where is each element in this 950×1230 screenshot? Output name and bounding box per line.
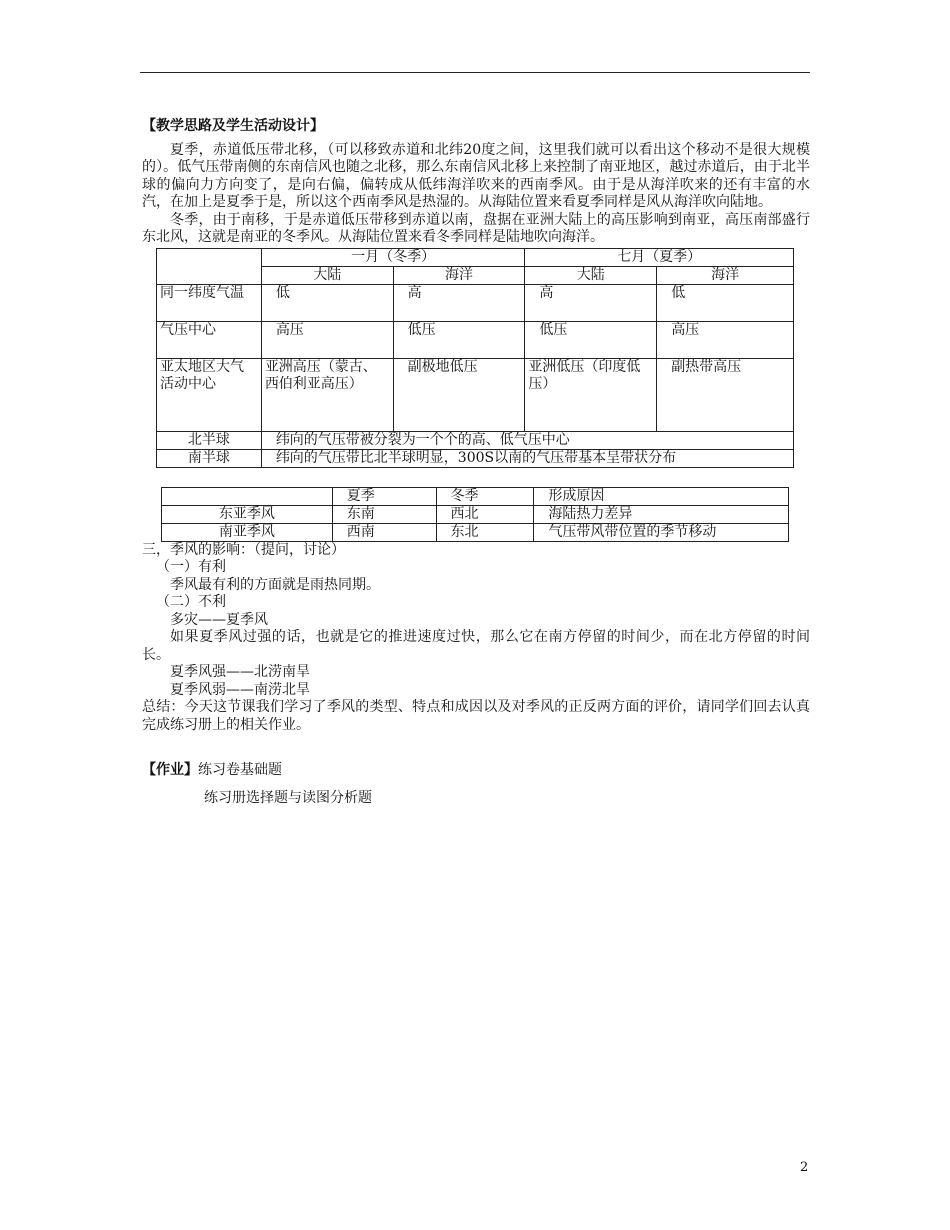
explain-paragraph: 如果夏季风过强的话，也就是它的推进速度过快，那么它在南方停留的时间少，而在北方停留的时间长。 [142,629,810,663]
monsoon-cell: 西北 [436,505,534,523]
row-label: 同一纬度气温 [157,284,262,321]
page-number: 2 [800,1160,809,1175]
document-body [142,118,810,807]
summary-paragraph: 总结：今天这节课我们学习了季风的类型、特点和成因以及对季风的正反两方面的评价，请同学们回去认真完成练习册上的相关作业。 [142,699,810,733]
table-cell: 高 [393,284,525,321]
negative-heading: （二）不利 [156,594,226,610]
sub-header-jan-land: 大陆 [261,266,393,284]
row-label: 亚太地区大气活动中心 [157,358,262,431]
header-rule [140,72,810,73]
monsoon-cell: 气压带风带位置的季节移动 [534,523,789,541]
section-heading: 【教学思路及学生活动设计】 [142,118,324,134]
table-cell: 亚洲高压（蒙古、西伯利亚高压） [261,358,393,431]
monsoon-cell: 海陆热力差异 [534,505,789,523]
monsoon-cell: 东南 [332,505,436,523]
homework-label: 【作业】 [142,762,198,778]
monsoon-cell: 西南 [332,523,436,541]
monsoon-header-winter: 冬季 [436,487,534,505]
monsoon-table [161,487,789,542]
south-hemisphere-text: 纬向的气压带比北半球明显，300S以南的气压带基本呈带状分布 [261,449,793,467]
north-hemisphere-text: 纬向的气压带被分裂为一个个的高、低气压中心 [261,431,793,449]
homework-item-1: 练习卷基础题 [198,762,282,778]
homework-line [142,762,810,780]
table-cell: 高压 [261,321,393,358]
homework-item-2: 练习册选择题与读图分析题 [204,789,372,806]
positive-text: 季风最有利的方面就是雨热同期。 [170,576,380,593]
positive-heading: （一）有利 [156,559,226,575]
table-cell: 低压 [393,321,525,358]
july-header: 七月（夏季） [525,248,794,266]
strong-monsoon-line: 夏季风强——北涝南旱 [170,664,310,680]
summer-paragraph: 夏季，赤道低压带北移，（可以移致赤道和北纬20度之间，这里我们就可以看出这个移动不是很大规模的）。低气压带南侧的东南信风也随之北移，那么东南信风北移上来控制了南亚地区，越过赤道后，由于北半球的偏向力方向变了，是向右偏，偏转成从低纬海洋吹来的西南季风。由于是从海洋吹来的还有丰富的水汽，在加上是夏季于是，所以这个西南季风是热湿的。从海陆位置来看夏季同样是风从海洋吹向陆地。 [142,141,810,210]
row-label: 气压中心 [157,321,262,358]
table-cell: 高 [525,284,657,321]
sub-header-jul-ocean: 海洋 [657,266,794,284]
influence-title: 三，季风的影响：（提问，讨论） [142,541,345,558]
table-cell: 低压 [525,321,657,358]
disaster-line: 多灾——夏季风 [170,611,268,628]
table-cell: 副热带高压 [657,358,794,431]
monsoon-row-label: 东亚季风 [162,505,333,523]
monsoon-cell: 东北 [436,523,534,541]
table-cell: 低 [261,284,393,321]
january-header: 一月（冬季） [261,248,525,266]
table-cell: 副极地低压 [393,358,525,431]
pressure-table [156,248,794,468]
table-corner-cell [157,248,262,284]
table-cell: 高压 [657,321,794,358]
north-hemisphere-label: 北半球 [157,431,262,449]
monsoon-row-label: 南亚季风 [162,523,333,541]
monsoon-header-blank [162,487,333,505]
sub-header-jul-land: 大陆 [525,266,657,284]
monsoon-header-summer: 夏季 [332,487,436,505]
monsoon-header-cause: 形成原因 [534,487,789,505]
table-cell: 低 [657,284,794,321]
sub-header-jan-ocean: 海洋 [393,266,525,284]
weak-monsoon-line: 夏季风弱——南涝北旱 [170,681,310,698]
south-hemisphere-label: 南半球 [157,449,262,467]
table-cell: 亚洲低压（印度低压） [525,358,657,431]
winter-paragraph: 冬季，由于南移，于是赤道低压带移到赤道以南，盘据在亚洲大陆上的高压影响到南亚，高压南部盛行东北风，这就是南亚的冬季风。从海陆位置来看冬季同样是陆地吹向海洋。 [142,211,810,245]
